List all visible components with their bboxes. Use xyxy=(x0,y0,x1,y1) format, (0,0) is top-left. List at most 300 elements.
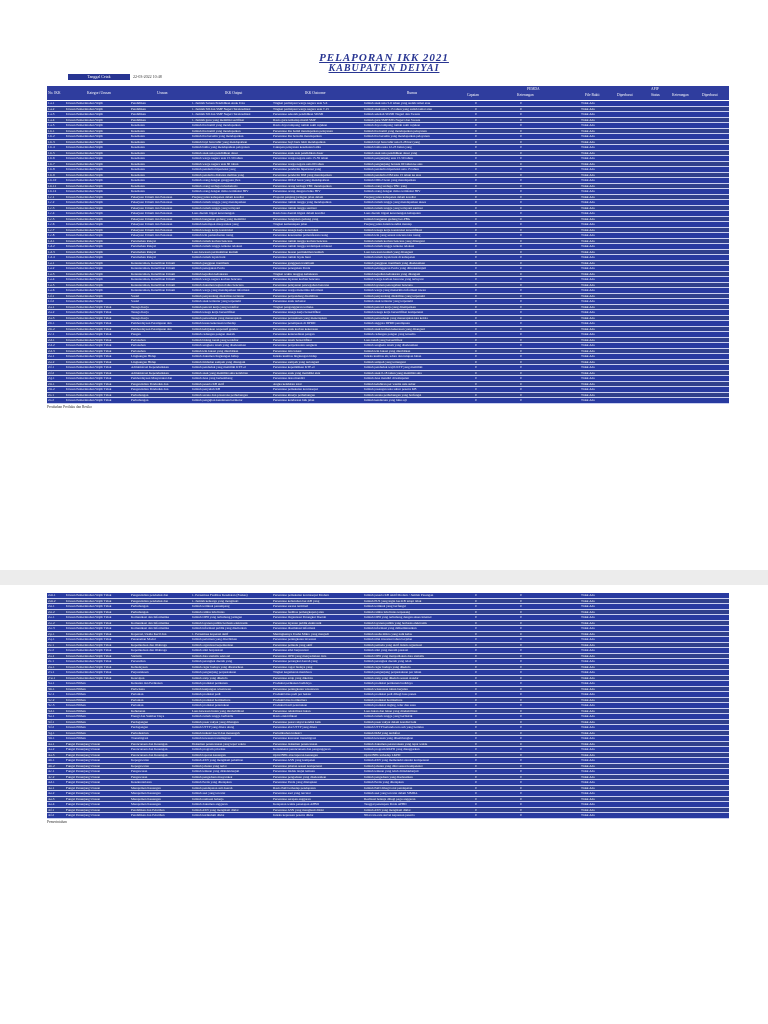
row-ikk-output: 1. Jumlah SD dan SMP Negeri Terakreditasi xyxy=(192,112,251,116)
row-number: 4.b.1 xyxy=(48,758,55,762)
row-ikk-outcome: Persentase layanan publik elektronik xyxy=(273,620,322,625)
row-urusan: Pekerjaan Umum dan Penataan xyxy=(131,200,173,204)
row-urusan: Ketenteraman, Ketertiban Umum xyxy=(131,282,176,287)
row-urusan: Kepemudaan dan Olahraga xyxy=(131,648,167,652)
row-file-bukti: Tidak Ada xyxy=(581,167,595,171)
row-number: 1.b.12 xyxy=(48,189,57,193)
row-file-bukti: Tidak Ada xyxy=(581,134,595,138)
row-ikk-output: Jumlah produksi perikanan xyxy=(192,681,228,685)
row-rumus: Jumlah pasar rakyat dalam kondisi baik xyxy=(364,719,417,724)
row-keterangan: 0 xyxy=(520,139,522,144)
row-keterangan: 0 xyxy=(520,167,522,171)
row-urusan: Kebudayaan xyxy=(131,664,148,669)
row-number: 1.a.2 xyxy=(48,106,55,111)
header-apip-keterangan: Keterangan xyxy=(672,93,689,97)
row-urusan: Komunikasi dan Informatika xyxy=(131,620,170,625)
row-file-bukti: Tidak Ada xyxy=(581,769,595,773)
row-capaian: 0 xyxy=(475,359,477,364)
row-urusan: Administrasi Kependudukan xyxy=(131,365,169,369)
row-capaian: 0 xyxy=(475,139,477,144)
row-kategori: Urusan Pilihan xyxy=(66,736,86,740)
row-number: 1.b.4 xyxy=(48,145,55,149)
row-file-bukti: Tidak Ada xyxy=(581,620,595,625)
row-ikk-outcome: Persentase perangkat daerah yang xyxy=(273,659,318,663)
header-no: No. IKK xyxy=(48,91,61,95)
row-kategori: Urusan Pemerintahan Wajib xyxy=(66,211,104,215)
row-capaian: 0 xyxy=(475,255,477,259)
row-keterangan: 0 xyxy=(520,211,522,215)
row-keterangan: 0 xyxy=(520,686,522,691)
row-kategori: Fungsi Penunjang Urusan xyxy=(66,741,101,746)
row-number: 4.a.2 xyxy=(48,747,55,751)
row-urusan: Kesehatan xyxy=(131,150,145,155)
row-file-bukti: Tidak Ada xyxy=(581,785,595,790)
row-capaian: 0 xyxy=(475,354,477,358)
row-number: 1.b.6 xyxy=(48,156,55,160)
row-urusan: Perdagangan xyxy=(131,719,149,724)
row-urusan: Lingkungan Hidup xyxy=(131,359,156,364)
row-keterangan: 0 xyxy=(520,620,522,625)
row-capaian: 0 xyxy=(475,785,477,790)
row-keterangan: 0 xyxy=(520,348,522,353)
row-kategori: Urusan Pemerintahan Wajib xyxy=(66,172,104,177)
header-status: Status xyxy=(651,93,660,97)
row-ikk-outcome: Persentase orang terduga TBC mendapatkan xyxy=(273,183,332,188)
row-kategori: Urusan Pemerintahan Wajib Tidak xyxy=(66,348,112,353)
row-ikk-output: Jumlah rumah korban bencana xyxy=(192,238,233,243)
row-capaian: 0 xyxy=(475,288,477,292)
row-keterangan: 0 xyxy=(520,112,522,116)
row-kategori: Urusan Pemerintahan Wajib xyxy=(66,227,104,232)
row-number: 2.h.2 xyxy=(48,387,55,391)
row-kategori: Urusan Pemerintahan Wajib Tidak xyxy=(66,609,112,614)
row-ikk-output: Jumlah data statistik sektoral xyxy=(192,653,231,658)
row-kategori: Urusan Pemerintahan Wajib xyxy=(66,266,104,270)
row-urusan: Pendidikan xyxy=(131,117,146,122)
row-rumus: Jumlah dokumen perencanaan yang tepat waktu xyxy=(364,741,428,746)
row-keterangan: 0 xyxy=(520,227,522,232)
row-urusan: Kepegawaian xyxy=(131,763,149,768)
row-capaian: 0 xyxy=(475,370,477,375)
row-capaian: 0 xyxy=(475,249,477,254)
row-keterangan: 0 xyxy=(520,189,522,193)
row-keterangan: 0 xyxy=(520,376,522,380)
row-ikk-outcome: Persentase tanah bersertifikat xyxy=(273,337,312,342)
row-capaian: 0 xyxy=(475,238,477,243)
row-capaian: 0 xyxy=(475,714,477,718)
report-subtitle: KABUPATEN DEIYAI xyxy=(328,63,440,74)
row-ikk-outcome: Tingkat partisipasi warga negara usia 5-6 xyxy=(273,101,328,105)
row-rumus: Jumlah sekolah SD/MI Negeri dan Swasta xyxy=(364,112,420,116)
row-urusan: Ketenteraman, Ketertiban Umum xyxy=(131,260,176,265)
row-ikk-outcome: Persentase ibu bersalin mendapatkan xyxy=(273,134,322,138)
row-file-bukti: Tidak Ada xyxy=(581,708,595,713)
row-capaian: 0 xyxy=(475,183,477,188)
row-rumus: Jumlah kendaraan yang lulus uji xyxy=(364,398,407,402)
row-number: 2.o.1 xyxy=(48,615,55,619)
row-ikk-outcome: Rasio luas daerah irigasi dalam kondisi xyxy=(273,211,325,215)
row-ikk-outcome: Persentase peningkatan wisatawan xyxy=(273,686,319,691)
row-kategori: Urusan Pemerintahan Wajib xyxy=(66,156,104,160)
row-capaian: 0 xyxy=(475,167,477,171)
row-kategori: Urusan Pemerintahan Wajib Tidak xyxy=(66,604,112,608)
row-rumus: Jumlah anggota DPRD perempuan xyxy=(364,321,410,325)
row-ikk-output: Jumlah izin lokasi yang diterbitkan xyxy=(192,348,239,353)
row-ikk-output: Jumlah produksi peternakan xyxy=(192,703,230,707)
row-rumus: Jumlah layanan publik yang berbasis elektronik xyxy=(364,620,427,625)
row-capaian: 0 xyxy=(475,266,477,270)
row-number: 1.a.5 xyxy=(48,123,55,127)
row-number: 3.c.3 xyxy=(48,703,55,707)
row-keterangan: 0 xyxy=(520,387,522,391)
row-capaian: 0 xyxy=(475,271,477,276)
row-ikk-output: Jumlah kurikulum diklat xyxy=(192,813,225,817)
row-rumus: Jumlah anak usia 7-15 tahun yang sudah tamat atau xyxy=(364,106,432,111)
row-urusan: Tenaga Kerja xyxy=(131,315,149,320)
row-rumus: Jumlah anak terlantar yang terpenuhi xyxy=(364,299,413,303)
row-kategori: Urusan Pemerintahan Wajib Tidak xyxy=(66,359,112,364)
header-rumus: Rumus xyxy=(407,91,418,95)
row-file-bukti: Tidak Ada xyxy=(581,398,595,402)
row-file-bukti: Tidak Ada xyxy=(581,249,595,254)
row-kategori: Urusan Pemerintahan Wajib Tidak xyxy=(66,675,112,680)
row-rumus: Jumlah rumah korban bencana yang ditangani xyxy=(364,238,425,243)
row-rumus: Panjang jalan dalam kondisi mantap xyxy=(364,222,412,226)
row-capaian: 0 xyxy=(475,813,477,817)
row-keterangan: 0 xyxy=(520,642,522,647)
row-kategori: Fungsi Penunjang Urusan xyxy=(66,752,101,757)
row-rumus: Jumlah pengunjung berusia 60 tahun ke atas xyxy=(364,161,423,166)
row-number: 4.c.2 xyxy=(48,774,55,779)
row-kategori: Urusan Pemerintahan Wajib xyxy=(66,282,104,287)
row-rumus: Jumlah warga yang menerima informasi rawan xyxy=(364,288,426,292)
row-file-bukti: Tidak Ada xyxy=(581,233,595,237)
row-rumus: Jumlah warga korban bencana yang terlayani xyxy=(364,277,424,281)
row-ikk-output: Jumlah orang dengan risiko terinfeksi HIV xyxy=(192,189,249,193)
row-kategori: Urusan Pemerintahan Wajib xyxy=(66,139,104,144)
row-ikk-outcome: Rasio PAD terhadap pendapatan xyxy=(273,785,316,790)
row-ikk-outcome: Persentase atlet berprestasi xyxy=(273,648,309,652)
row-ikk-output: Jumlah ibu hamil yang mendapatkan xyxy=(192,123,241,127)
row-keterangan: 0 xyxy=(520,326,522,331)
row-number: 2.c.1 xyxy=(48,332,55,336)
row-urusan: Kepegawaian xyxy=(131,758,149,762)
row-kategori: Urusan Pemerintahan Wajib xyxy=(66,128,104,133)
row-number: 2.u.1 xyxy=(48,664,55,669)
row-kategori: Urusan Pemerintahan Wajib xyxy=(66,288,104,292)
row-number: 4.e.2 xyxy=(48,791,55,795)
row-urusan: Pekerjaan Umum dan Penataan xyxy=(131,211,173,215)
row-ikk-outcome: Persentase rehabilitasi hutan xyxy=(273,708,311,713)
row-keterangan: 0 xyxy=(520,161,522,166)
row-rumus: Jumlah pemuda yang aktif dalam organisasi xyxy=(364,642,422,647)
header-capaian: Capaian xyxy=(467,93,479,97)
row-ikk-outcome: Persentase rumah tangga yang mendapatkan xyxy=(273,200,332,204)
row-rumus: Realisasi belanja dibagi pagu anggaran xyxy=(364,796,416,801)
row-rumus: Indeks kualitas air, udara dan tutupan lahan xyxy=(364,354,422,358)
row-urusan: Komunikasi dan Informatika xyxy=(131,626,170,630)
row-ikk-output: Jumlah orang dengan gangguan jiwa xyxy=(192,178,241,182)
row-ikk-outcome: Persentase kendaraan laik jalan xyxy=(273,398,315,402)
row-capaian: 0 xyxy=(475,194,477,199)
row-kategori: Urusan Pemerintahan Wajib xyxy=(66,293,104,298)
row-capaian: 0 xyxy=(475,178,477,182)
row-urusan: Pekerjaan Umum dan Penataan xyxy=(131,216,173,221)
row-rumus: Jumlah pasangan usia subur peserta KB xyxy=(364,387,417,391)
row-kategori: Urusan Pemerintahan Wajib xyxy=(66,123,104,127)
row-number: 1.b.2 xyxy=(48,134,55,138)
row-rumus: Jumlah penderita DM usia 15 tahun ke atas xyxy=(364,172,422,177)
row-urusan: Perhubungan xyxy=(131,398,149,402)
row-ikk-outcome: Rasio elektrifikasi xyxy=(273,714,298,718)
row-kategori: Urusan Pemerintahan Wajib Tidak xyxy=(66,653,112,658)
row-kategori: Urusan Pemerintahan Wajib Tidak xyxy=(66,626,112,630)
header-ikk-outcome: IKK Outcome xyxy=(305,91,326,95)
row-kategori: Fungsi Penunjang Urusan xyxy=(66,780,101,784)
row-kategori: Urusan Pemerintahan Wajib xyxy=(66,233,104,237)
row-keterangan: 0 xyxy=(520,796,522,801)
header-diperbarui: Diperbarui xyxy=(617,93,633,97)
row-ikk-outcome: Persentase desa mandiri xyxy=(273,376,305,380)
ikk-table-page-1 xyxy=(47,101,729,404)
row-keterangan: 0 xyxy=(520,670,522,674)
row-file-bukti: Tidak Ada xyxy=(581,222,595,226)
row-rumus: Luas tanah yang bersertifikat xyxy=(364,337,403,342)
row-urusan: Kesehatan xyxy=(131,134,145,138)
row-keterangan: 0 xyxy=(520,725,522,729)
row-keterangan: 0 xyxy=(520,106,522,111)
row-number: 2.e.2 xyxy=(48,359,55,364)
row-keterangan: 0 xyxy=(520,741,522,746)
row-file-bukti: Tidak Ada xyxy=(581,150,595,155)
row-kategori: Urusan Pemerintahan Wajib xyxy=(66,222,104,226)
row-kategori: Urusan Pilihan xyxy=(66,686,86,691)
row-file-bukti: Tidak Ada xyxy=(581,747,595,751)
row-ikk-outcome: Persentase penyandang disabilitas xyxy=(273,293,318,298)
row-ikk-output: Jumlah tenaga kerja konstruksi xyxy=(192,227,233,232)
row-rumus: Jumlah ibu bersalin yang mendapatkan pelayanan xyxy=(364,134,430,138)
row-ikk-outcome: Persentase ASN yang mengikuti diklat xyxy=(273,807,324,812)
row-number: 1.e.2 xyxy=(48,266,55,270)
row-capaian: 0 xyxy=(475,150,477,155)
row-rumus: Jumlah tenaga kerja konstruksi tersertifikasi xyxy=(364,227,423,232)
row-capaian: 0 xyxy=(475,802,477,806)
row-keterangan: 0 xyxy=(520,381,522,386)
row-ikk-output: Jumlah ibu hamil yang mendapatkan xyxy=(192,128,241,133)
row-kategori: Urusan Pilihan xyxy=(66,692,86,696)
row-number: 1.e.1 xyxy=(48,260,55,265)
row-file-bukti: Tidak Ada xyxy=(581,321,595,325)
row-number: 1.c.8 xyxy=(48,233,55,237)
row-ikk-output: Jumlah produksi padi xyxy=(192,692,221,696)
row-number: 4.f.1 xyxy=(48,807,55,812)
row-ikk-outcome: Persentase aset yang tercatat xyxy=(273,791,311,795)
row-rumus: Jumlah IKM yang terdaftar xyxy=(364,730,400,735)
row-file-bukti: Tidak Ada xyxy=(581,763,595,768)
table-continuation-text: Pemerintahan xyxy=(47,820,67,824)
table-row[interactable] xyxy=(47,398,729,404)
row-rumus: Jumlah izin yang sesuai rencana tata ruang xyxy=(364,233,421,237)
row-rumus: Jumlah produksi padi dibagi luas panen xyxy=(364,692,417,696)
row-number: 2.b.1 xyxy=(48,321,55,325)
row-ikk-output: Jumlah tenaga kerja bersertifikat xyxy=(192,310,236,314)
row-number: 1.e.4 xyxy=(48,277,55,281)
row-file-bukti: Tidak Ada xyxy=(581,128,595,133)
row-capaian: 0 xyxy=(475,741,477,746)
row-capaian: 0 xyxy=(475,780,477,784)
row-urusan: Kesehatan xyxy=(131,128,145,133)
row-urusan: Kesehatan xyxy=(131,161,145,166)
table-header xyxy=(47,86,729,100)
row-kategori: Urusan Pemerintahan Wajib Tidak xyxy=(66,354,112,358)
row-capaian: 0 xyxy=(475,708,477,713)
row-kategori: Urusan Pemerintahan Wajib Tidak xyxy=(66,664,112,669)
row-keterangan: 0 xyxy=(520,747,522,751)
row-ikk-output: Jumlah anak terlantar yang terpenuhi xyxy=(192,299,241,303)
row-capaian: 0 xyxy=(475,211,477,215)
row-ikk-output: Jumlah terminal penumpang xyxy=(192,604,230,608)
row-kategori: Urusan Pemerintahan Wajib xyxy=(66,178,104,182)
row-number: 2.o.3 xyxy=(48,626,55,630)
row-rumus: Jumlah penduduk wajib KTP yang memiliki xyxy=(364,365,423,369)
row-urusan: Administrasi Kependudukan xyxy=(131,370,169,375)
row-kategori: Urusan Pemerintahan Wajib Tidak xyxy=(66,304,112,309)
row-kategori: Urusan Pemerintahan Wajib xyxy=(66,255,104,259)
row-rumus: Jumlah ASN yang mengikuti diklat xyxy=(364,807,411,812)
row-capaian: 0 xyxy=(475,172,477,177)
row-number: 2.a.1 xyxy=(48,304,55,309)
row-urusan: Pengendalian penduduk dan xyxy=(131,593,169,597)
row-number: 1.b.10 xyxy=(48,178,57,182)
row-file-bukti: Tidak Ada xyxy=(581,194,595,199)
row-capaian: 0 xyxy=(475,719,477,724)
row-ikk-output: Jumlah penderita diabetes melitus yang xyxy=(192,172,245,177)
row-capaian: 0 xyxy=(475,227,477,232)
row-keterangan: 0 xyxy=(520,238,522,243)
row-urusan: Pertanahan xyxy=(131,343,146,347)
row-urusan: Pengawasan xyxy=(131,769,148,773)
row-ikk-output: Jumlah layanan publik berbasis elektronik xyxy=(192,620,248,625)
row-capaian: 0 xyxy=(475,310,477,314)
row-urusan: Ketenteraman, Ketertiban Umum xyxy=(131,277,176,281)
row-file-bukti: Tidak Ada xyxy=(581,332,595,336)
row-kategori: Urusan Pemerintahan Wajib Tidak xyxy=(66,387,112,391)
page-gap xyxy=(0,570,768,585)
row-capaian: 0 xyxy=(475,293,477,298)
row-kategori: Urusan Pemerintahan Wajib Tidak xyxy=(66,392,112,397)
row-ikk-output: Jumlah aset yang tercatat xyxy=(192,791,226,795)
row-capaian: 0 xyxy=(475,763,477,768)
row-capaian: 0 xyxy=(475,659,477,663)
row-number: 1.b.11 xyxy=(48,183,57,188)
row-capaian: 0 xyxy=(475,145,477,149)
row-urusan: Pemberdayaan Perempuan dan xyxy=(131,326,172,331)
row-keterangan: 0 xyxy=(520,752,522,757)
row-urusan: Perhubungan xyxy=(131,604,149,608)
row-kategori: Urusan Pemerintahan Wajib Tidak xyxy=(66,332,112,336)
row-rumus: Jumlah sengketa tanah yang diselesaikan xyxy=(364,343,419,347)
row-kategori: Urusan Pemerintahan Wajib xyxy=(66,194,104,199)
row-urusan: Perumahan Rakyat xyxy=(131,255,156,259)
row-kategori: Urusan Pilihan xyxy=(66,719,86,724)
row-capaian: 0 xyxy=(475,703,477,707)
row-keterangan: 0 xyxy=(520,626,522,630)
row-rumus: Luas daerah irigasi kewenangan kabupaten xyxy=(364,211,421,215)
row-ikk-output: 1. Jumlah Satuan Pendidikan Anak Usia xyxy=(192,101,245,105)
row-ikk-outcome: Indeks kepuasan peserta diklat xyxy=(273,813,314,817)
header-group-pemda: PEMDA xyxy=(527,87,540,91)
row-ikk-output: Luas kawasan hutan yang direhabilitasi xyxy=(192,708,245,713)
row-capaian: 0 xyxy=(475,392,477,397)
table-row[interactable] xyxy=(47,813,729,819)
row-number: 1.d.2 xyxy=(48,244,55,248)
row-keterangan: 0 xyxy=(520,598,522,603)
row-keterangan: 0 xyxy=(520,659,522,663)
row-ikk-outcome: Persentase layanan korban bencana xyxy=(273,277,320,281)
row-number: 2.r.2 xyxy=(48,648,54,652)
header-kategori: Kategori Urusan xyxy=(87,91,111,95)
row-ikk-outcome: Tingkat kegemaran membaca xyxy=(273,670,312,674)
row-capaian: 0 xyxy=(475,365,477,369)
row-urusan: Pertanahan xyxy=(131,348,146,353)
row-file-bukti: Tidak Ada xyxy=(581,101,595,105)
row-kategori: Urusan Pemerintahan Wajib Tidak xyxy=(66,642,112,647)
row-ikk-outcome: Persentase rumah layak huni xyxy=(273,255,311,259)
row-urusan: Koperasi, Usaha Kecil dan xyxy=(131,631,167,636)
row-kategori: Urusan Pemerintahan Wajib xyxy=(66,167,104,171)
row-rumus: Jumlah perangkat daerah yang telah xyxy=(364,659,412,663)
row-file-bukti: Tidak Ada xyxy=(581,370,595,375)
row-file-bukti: Tidak Ada xyxy=(581,359,595,364)
row-file-bukti: Tidak Ada xyxy=(581,675,595,680)
row-urusan: Kesekretariatan xyxy=(131,780,152,784)
row-kategori: Urusan Pemerintahan Wajib Tidak xyxy=(66,593,112,597)
row-capaian: 0 xyxy=(475,648,477,652)
row-rumus: Jumlah layanan pencegahan bencana xyxy=(364,282,413,287)
row-ikk-output: 1. Persentase koperasi aktif xyxy=(192,631,229,636)
row-urusan: Sosial xyxy=(131,299,140,303)
row-number: 2.e.1 xyxy=(48,354,55,358)
row-ikk-outcome: Persentase sarana terminal xyxy=(273,604,308,608)
row-ikk-output: Jumlah pencari kerja yang terdaftar xyxy=(192,304,239,309)
row-file-bukti: Tidak Ada xyxy=(581,178,595,182)
row-capaian: 0 xyxy=(475,101,477,105)
row-keterangan: 0 xyxy=(520,714,522,718)
row-ikk-output: Jumlah UTTP yang ditera ulang xyxy=(192,725,235,729)
row-ikk-outcome: Indeks kualitas lingkungan hidup xyxy=(273,354,317,358)
row-number: 4.d.1 xyxy=(48,780,55,784)
table-continuation-text: Perubahan Perilaku dan Resiko xyxy=(47,405,93,409)
row-ikk-output: Jumlah ASN yang mengikuti diklat xyxy=(192,807,239,812)
row-ikk-output: Jumlah kebijakan responsif gender xyxy=(192,326,238,331)
row-ikk-outcome: Persentase pemakaian kontrasepsi xyxy=(273,387,318,391)
row-ikk-outcome: Tingkat pengangguran terbuka xyxy=(273,304,314,309)
row-keterangan: 0 xyxy=(520,233,522,237)
row-ikk-output: Jumlah warga negara usia 60 tahun xyxy=(192,161,239,166)
row-ikk-output: Jumlah gangguan trantibum xyxy=(192,260,229,265)
row-urusan: Kesehatan xyxy=(131,167,145,171)
row-capaian: 0 xyxy=(475,626,477,630)
row-capaian: 0 xyxy=(475,752,477,757)
row-capaian: 0 xyxy=(475,692,477,696)
row-urusan: Kesehatan xyxy=(131,123,145,127)
row-urusan: Manajemen Keuangan xyxy=(131,785,161,790)
row-file-bukti: Tidak Ada xyxy=(581,791,595,795)
row-ikk-outcome: Persentase kawasan transmigrasi xyxy=(273,736,317,740)
row-keterangan: 0 xyxy=(520,194,522,199)
row-keterangan: 0 xyxy=(520,172,522,177)
row-rumus: Jumlah penderita hipertensi usia 15 tahun xyxy=(364,167,419,171)
